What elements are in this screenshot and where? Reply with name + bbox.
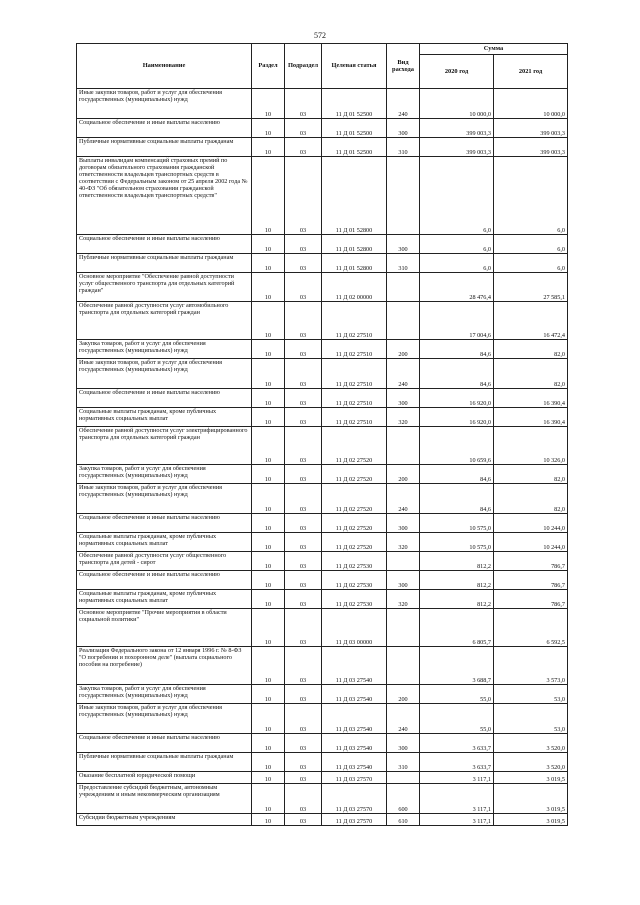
row-podrazdel: 03 [285, 235, 322, 254]
row-razdel: 10 [252, 533, 285, 552]
row-sum-2020: 16 920,0 [420, 389, 494, 408]
row-razdel: 10 [252, 302, 285, 340]
row-sum-2021: 786,7 [494, 552, 568, 571]
row-target-article: 11 Д 02 27510 [322, 359, 387, 389]
row-razdel: 10 [252, 685, 285, 704]
row-target-article: 11 Д 02 27530 [322, 571, 387, 590]
header-year-2020: 2020 год [420, 55, 494, 89]
row-target-article: 11 Д 03 27570 [322, 784, 387, 814]
header-year-2021: 2021 год [494, 55, 568, 89]
table-row [77, 484, 568, 514]
row-razdel: 10 [252, 427, 285, 465]
row-razdel: 10 [252, 772, 285, 784]
table-row [77, 685, 568, 704]
table-row [77, 89, 568, 119]
row-sum-2021: 3 573,0 [494, 647, 568, 685]
header-sum: Сумма [420, 44, 568, 55]
table-row [77, 753, 568, 772]
row-podrazdel: 03 [285, 273, 322, 302]
table-row [77, 157, 568, 235]
row-expense-type: 300 [387, 734, 420, 753]
row-podrazdel: 03 [285, 427, 322, 465]
row-target-article: 11 Д 02 00000 [322, 273, 387, 302]
row-target-article: 11 Д 02 27520 [322, 514, 387, 533]
row-sum-2021: 3 019,5 [494, 784, 568, 814]
row-expense-type: 300 [387, 571, 420, 590]
row-podrazdel: 03 [285, 704, 322, 734]
row-podrazdel: 03 [285, 609, 322, 647]
row-sum-2020: 3 633,7 [420, 753, 494, 772]
row-sum-2021: 82,0 [494, 465, 568, 484]
row-sum-2021: 10 244,0 [494, 533, 568, 552]
row-sum-2021: 10 244,0 [494, 514, 568, 533]
row-target-article: 11 Д 02 27510 [322, 408, 387, 427]
row-expense-type: 320 [387, 408, 420, 427]
row-target-article: 11 Д 02 27530 [322, 590, 387, 609]
row-sum-2020: 10 659,6 [420, 427, 494, 465]
row-sum-2021: 6 592,5 [494, 609, 568, 647]
row-sum-2021: 3 520,0 [494, 753, 568, 772]
row-target-article: 11 Д 03 27540 [322, 704, 387, 734]
row-sum-2020: 399 003,3 [420, 138, 494, 157]
row-razdel: 10 [252, 571, 285, 590]
row-expense-type [387, 609, 420, 647]
row-target-article: 11 Д 01 52800 [322, 254, 387, 273]
table-row [77, 302, 568, 340]
header-podrazdel: Подраздел [285, 44, 322, 89]
row-sum-2021: 786,7 [494, 590, 568, 609]
row-podrazdel: 03 [285, 552, 322, 571]
row-razdel: 10 [252, 89, 285, 119]
budget-table [76, 43, 568, 826]
table-row [77, 772, 568, 784]
row-target-article: 11 Д 03 00000 [322, 609, 387, 647]
table-row [77, 814, 568, 826]
row-name: Социальные выплаты гражданам, кроме публичных нормативных социальных выплат [77, 533, 252, 552]
table-row [77, 734, 568, 753]
row-razdel: 10 [252, 647, 285, 685]
row-podrazdel: 03 [285, 89, 322, 119]
row-sum-2021: 786,7 [494, 571, 568, 590]
row-expense-type [387, 772, 420, 784]
row-sum-2021: 399 003,3 [494, 119, 568, 138]
row-name: Публичные нормативные социальные выплаты гражданам [77, 254, 252, 273]
row-sum-2020: 10 000,0 [420, 89, 494, 119]
row-name: Обеспечение равной доступности услуг автомобильного транспорта для отдельных категорий граждан [77, 302, 252, 340]
row-expense-type: 240 [387, 359, 420, 389]
row-name: Социальное обеспечение и иные выплаты населению [77, 734, 252, 753]
table-row [77, 704, 568, 734]
row-sum-2020: 55,0 [420, 685, 494, 704]
row-podrazdel: 03 [285, 389, 322, 408]
row-razdel: 10 [252, 814, 285, 826]
page-number: 572 [314, 31, 326, 40]
row-sum-2021: 10 326,0 [494, 427, 568, 465]
row-name: Иные закупки товаров, работ и услуг для обеспечения государственных (муниципальных) нужд [77, 704, 252, 734]
row-target-article: 11 Д 02 27510 [322, 389, 387, 408]
row-target-article: 11 Д 01 52800 [322, 157, 387, 235]
row-name: Иные закупки товаров, работ и услуг для обеспечения государственных (муниципальных) нужд [77, 89, 252, 119]
row-sum-2021: 3 019,5 [494, 772, 568, 784]
row-sum-2020: 3 688,7 [420, 647, 494, 685]
row-expense-type [387, 427, 420, 465]
row-target-article: 11 Д 02 27510 [322, 340, 387, 359]
row-expense-type: 320 [387, 533, 420, 552]
table-row [77, 254, 568, 273]
row-sum-2020: 812,2 [420, 590, 494, 609]
row-expense-type: 300 [387, 389, 420, 408]
table-row [77, 784, 568, 814]
row-sum-2020: 55,0 [420, 704, 494, 734]
table-row [77, 389, 568, 408]
row-name: Предоставление субсидий бюджетным, автономным учреждениям и иным некоммерческим организациям [77, 784, 252, 814]
table-row [77, 408, 568, 427]
row-podrazdel: 03 [285, 784, 322, 814]
row-sum-2020: 28 476,4 [420, 273, 494, 302]
row-sum-2020: 6,0 [420, 235, 494, 254]
row-razdel: 10 [252, 590, 285, 609]
row-podrazdel: 03 [285, 685, 322, 704]
row-target-article: 11 Д 03 27570 [322, 772, 387, 784]
row-expense-type: 300 [387, 119, 420, 138]
row-expense-type: 610 [387, 814, 420, 826]
row-razdel: 10 [252, 784, 285, 814]
row-podrazdel: 03 [285, 772, 322, 784]
row-razdel: 10 [252, 465, 285, 484]
row-name: Иные закупки товаров, работ и услуг для обеспечения государственных (муниципальных) нужд [77, 359, 252, 389]
table-body [77, 89, 568, 826]
table-row [77, 533, 568, 552]
row-razdel: 10 [252, 235, 285, 254]
row-razdel: 10 [252, 138, 285, 157]
row-expense-type: 300 [387, 235, 420, 254]
table-row [77, 609, 568, 647]
row-expense-type: 200 [387, 340, 420, 359]
row-sum-2021: 53,0 [494, 685, 568, 704]
row-name: Социальное обеспечение и иные выплаты населению [77, 514, 252, 533]
row-sum-2020: 16 920,0 [420, 408, 494, 427]
row-expense-type: 320 [387, 590, 420, 609]
row-podrazdel: 03 [285, 484, 322, 514]
row-podrazdel: 03 [285, 647, 322, 685]
row-name: Основное мероприятие "Обеспечение равной доступности услуг общественного транспорта для отдельных категорий граждан" [77, 273, 252, 302]
row-sum-2021: 6,0 [494, 157, 568, 235]
table-row [77, 273, 568, 302]
row-expense-type [387, 302, 420, 340]
row-sum-2021: 27 585,1 [494, 273, 568, 302]
table-row [77, 119, 568, 138]
row-sum-2020: 84,6 [420, 340, 494, 359]
row-sum-2020: 10 575,0 [420, 514, 494, 533]
table-row [77, 552, 568, 571]
row-name: Закупка товаров, работ и услуг для обеспечения государственных (муниципальных) нужд [77, 340, 252, 359]
row-podrazdel: 03 [285, 533, 322, 552]
row-sum-2020: 6,0 [420, 254, 494, 273]
row-name: Социальное обеспечение и иные выплаты населению [77, 389, 252, 408]
row-razdel: 10 [252, 734, 285, 753]
row-sum-2021: 16 390,4 [494, 389, 568, 408]
row-target-article: 11 Д 02 27530 [322, 552, 387, 571]
row-name: Социальные выплаты гражданам, кроме публичных нормативных социальных выплат [77, 590, 252, 609]
row-sum-2021: 399 003,3 [494, 138, 568, 157]
row-expense-type: 300 [387, 514, 420, 533]
table-row [77, 138, 568, 157]
row-target-article: 11 Д 02 27520 [322, 533, 387, 552]
row-podrazdel: 03 [285, 254, 322, 273]
row-razdel: 10 [252, 254, 285, 273]
row-razdel: 10 [252, 514, 285, 533]
row-name: Публичные нормативные социальные выплаты гражданам [77, 138, 252, 157]
row-expense-type: 240 [387, 704, 420, 734]
row-name: Социальное обеспечение и иные выплаты населению [77, 571, 252, 590]
row-razdel: 10 [252, 359, 285, 389]
row-sum-2020: 3 117,1 [420, 772, 494, 784]
row-target-article: 11 Д 01 52500 [322, 89, 387, 119]
row-name: Оказание бесплатной юридической помощи [77, 772, 252, 784]
row-sum-2021: 82,0 [494, 359, 568, 389]
row-sum-2020: 812,2 [420, 571, 494, 590]
row-sum-2020: 812,2 [420, 552, 494, 571]
row-name: Реализация Федерального закона от 12 января 1996 г. № 8-ФЗ "О погребении и похоронном деле" (выплата социального пособия на погребение) [77, 647, 252, 685]
header-name: Наименование [77, 44, 252, 89]
header-razdel: Раздел [252, 44, 285, 89]
row-name: Закупка товаров, работ и услуг для обеспечения государственных (муниципальных) нужд [77, 465, 252, 484]
row-podrazdel: 03 [285, 138, 322, 157]
row-expense-type [387, 647, 420, 685]
table-header [77, 44, 568, 89]
row-name: Социальное обеспечение и иные выплаты населению [77, 235, 252, 254]
row-name: Публичные нормативные социальные выплаты гражданам [77, 753, 252, 772]
row-razdel: 10 [252, 157, 285, 235]
row-podrazdel: 03 [285, 571, 322, 590]
row-name: Иные закупки товаров, работ и услуг для обеспечения государственных (муниципальных) нужд [77, 484, 252, 514]
table-row [77, 514, 568, 533]
row-podrazdel: 03 [285, 408, 322, 427]
row-target-article: 11 Д 02 27520 [322, 465, 387, 484]
row-podrazdel: 03 [285, 514, 322, 533]
row-name: Выплаты инвалидам компенсаций страховых премий по договорам обязательного страхования гражданской ответственности владельцев транспортных средств в соответствии с Федеральным законом от 25 апреля 2002 года № 40-ФЗ "Об обязательном страховании гражданской ответственности владельцев транспортных средств" [77, 157, 252, 235]
row-target-article: 11 Д 03 27540 [322, 753, 387, 772]
row-expense-type: 310 [387, 753, 420, 772]
header-expense-type: Вид расхода [387, 44, 420, 89]
row-name: Субсидии бюджетным учреждениям [77, 814, 252, 826]
row-target-article: 11 Д 01 52500 [322, 119, 387, 138]
row-razdel: 10 [252, 389, 285, 408]
row-sum-2020: 6,0 [420, 157, 494, 235]
row-sum-2021: 16 472,4 [494, 302, 568, 340]
row-expense-type: 240 [387, 89, 420, 119]
table-row [77, 571, 568, 590]
row-sum-2021: 6,0 [494, 235, 568, 254]
row-sum-2021: 6,0 [494, 254, 568, 273]
row-sum-2020: 3 117,1 [420, 814, 494, 826]
row-expense-type [387, 273, 420, 302]
row-target-article: 11 Д 02 27510 [322, 302, 387, 340]
table-row [77, 340, 568, 359]
row-expense-type [387, 552, 420, 571]
row-name: Социальное обеспечение и иные выплаты населению [77, 119, 252, 138]
row-sum-2021: 53,0 [494, 704, 568, 734]
row-target-article: 11 Д 03 27540 [322, 734, 387, 753]
row-name: Закупка товаров, работ и услуг для обеспечения государственных (муниципальных) нужд [77, 685, 252, 704]
row-podrazdel: 03 [285, 814, 322, 826]
row-razdel: 10 [252, 408, 285, 427]
row-expense-type: 200 [387, 465, 420, 484]
row-razdel: 10 [252, 119, 285, 138]
row-expense-type: 240 [387, 484, 420, 514]
row-sum-2021: 3 019,5 [494, 814, 568, 826]
row-sum-2020: 84,6 [420, 465, 494, 484]
row-podrazdel: 03 [285, 119, 322, 138]
row-sum-2021: 82,0 [494, 484, 568, 514]
row-target-article: 11 Д 02 27520 [322, 484, 387, 514]
row-target-article: 11 Д 01 52800 [322, 235, 387, 254]
row-name: Основное мероприятие "Прочие мероприятия в области социальной политики" [77, 609, 252, 647]
table-row [77, 235, 568, 254]
table-row [77, 647, 568, 685]
row-sum-2020: 3 117,1 [420, 784, 494, 814]
row-sum-2020: 84,6 [420, 484, 494, 514]
row-target-article: 11 Д 03 27540 [322, 685, 387, 704]
table-row [77, 590, 568, 609]
row-podrazdel: 03 [285, 753, 322, 772]
row-expense-type: 310 [387, 254, 420, 273]
row-sum-2020: 84,6 [420, 359, 494, 389]
row-sum-2021: 16 390,4 [494, 408, 568, 427]
row-sum-2021: 82,0 [494, 340, 568, 359]
row-razdel: 10 [252, 753, 285, 772]
row-podrazdel: 03 [285, 465, 322, 484]
row-expense-type [387, 157, 420, 235]
row-expense-type: 200 [387, 685, 420, 704]
row-sum-2021: 10 000,0 [494, 89, 568, 119]
row-sum-2020: 17 004,6 [420, 302, 494, 340]
row-razdel: 10 [252, 340, 285, 359]
row-name: Обеспечение равной доступности услуг общественного транспорта для детей - сирот [77, 552, 252, 571]
row-podrazdel: 03 [285, 302, 322, 340]
row-razdel: 10 [252, 704, 285, 734]
row-podrazdel: 03 [285, 340, 322, 359]
table-row [77, 465, 568, 484]
table-row [77, 359, 568, 389]
row-target-article: 11 Д 01 52500 [322, 138, 387, 157]
row-razdel: 10 [252, 609, 285, 647]
row-sum-2020: 6 805,7 [420, 609, 494, 647]
row-name: Обеспечение равной доступности услуг электрифицированного транспорта для отдельных категорий граждан [77, 427, 252, 465]
row-podrazdel: 03 [285, 734, 322, 753]
row-razdel: 10 [252, 273, 285, 302]
row-razdel: 10 [252, 484, 285, 514]
row-target-article: 11 Д 02 27520 [322, 427, 387, 465]
row-sum-2020: 399 003,3 [420, 119, 494, 138]
row-target-article: 11 Д 03 27540 [322, 647, 387, 685]
row-podrazdel: 03 [285, 590, 322, 609]
table-row [77, 427, 568, 465]
row-target-article: 11 Д 03 27570 [322, 814, 387, 826]
row-sum-2020: 10 575,0 [420, 533, 494, 552]
row-expense-type: 310 [387, 138, 420, 157]
row-sum-2021: 3 520,0 [494, 734, 568, 753]
row-expense-type: 600 [387, 784, 420, 814]
row-sum-2020: 3 633,7 [420, 734, 494, 753]
header-target-article: Целевая статья [322, 44, 387, 89]
row-name: Социальные выплаты гражданам, кроме публичных нормативных социальных выплат [77, 408, 252, 427]
row-podrazdel: 03 [285, 157, 322, 235]
row-podrazdel: 03 [285, 359, 322, 389]
row-razdel: 10 [252, 552, 285, 571]
